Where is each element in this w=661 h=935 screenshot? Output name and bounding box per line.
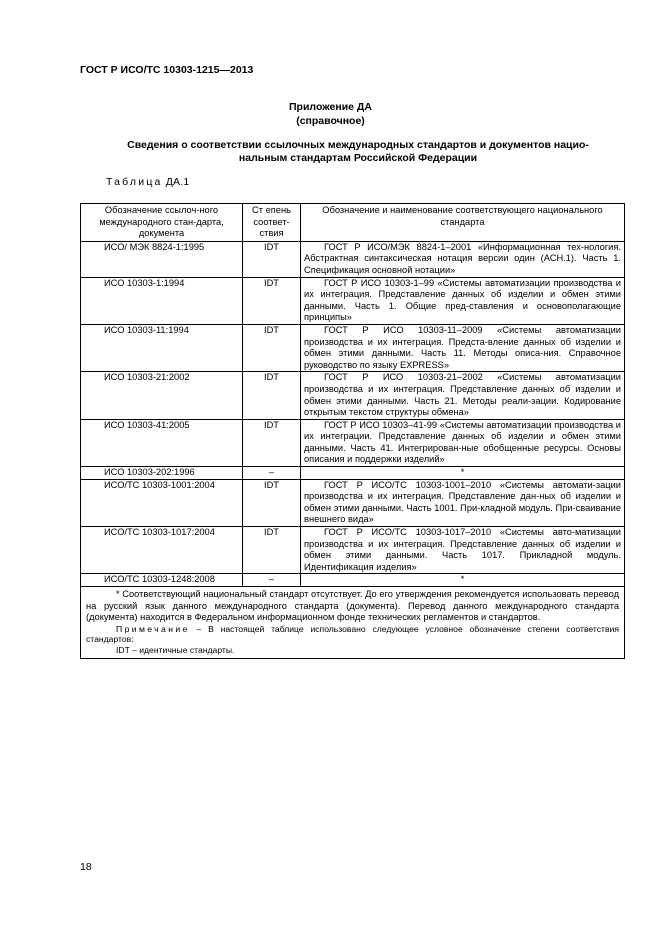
table-caption-word: Таблица xyxy=(106,176,163,188)
note-word: Примечание xyxy=(116,623,190,634)
table-row xyxy=(81,574,625,587)
cell-reference: ИСО 10303-1:1994 xyxy=(81,277,243,324)
cell-national: ГОСТ Р ИСО/ТС 10303-1017–2010 «Системы авто-матизации производства и их интеграция. Представление данных об изделии и обмен этими данными. Часть 1017. Прикладной модуль. Идентификация изделия» xyxy=(301,527,625,574)
note-paragraph xyxy=(86,624,619,645)
table-row xyxy=(81,372,625,419)
cell-reference: ИСО 10303-41:2005 xyxy=(81,419,243,466)
appendix-title: Приложение ДА xyxy=(289,101,372,113)
header-reference: Обозначение ссылоч-ного международного стан-дарта, документа xyxy=(81,204,243,242)
cell-reference: ИСО/ МЭК 8824-1:1995 xyxy=(81,241,243,277)
table-row xyxy=(81,419,625,466)
cell-national: ГОСТ Р ИСО/ТС 10303-1001–2010 «Системы автомати-зации производства и их интеграция. Представление дан-ных об изделии и обмен этими данными. Часть 1001. При-кладной модуль. При-сваивание внешнего вида» xyxy=(301,479,625,526)
table-footnote-row xyxy=(81,587,625,659)
table-caption xyxy=(106,176,189,188)
cell-degree: IDT xyxy=(243,372,301,419)
note-text: – В настоящей таблице использовано следующее условное обозначение степени соответствия стандартов: xyxy=(86,623,619,645)
cell-degree: IDT xyxy=(243,241,301,277)
cell-degree: IDT xyxy=(243,419,301,466)
table-row xyxy=(81,277,625,324)
cell-national: * xyxy=(301,574,625,587)
cell-degree: IDT xyxy=(243,479,301,526)
cell-reference: ИСО 10303-11:1994 xyxy=(81,324,243,371)
page-number: 18 xyxy=(80,861,92,873)
table-row xyxy=(81,479,625,526)
cell-degree: – xyxy=(243,467,301,480)
note-idt: IDT – идентичные стандарты. xyxy=(116,644,235,655)
document-header: ГОСТ Р ИСО/ТС 10303-1215—2013 xyxy=(80,64,254,76)
cell-national: * xyxy=(301,467,625,480)
table-row xyxy=(81,527,625,574)
cell-national: ГОСТ Р ИСО 10303-21–2002 «Системы автоматизации производства и их интеграция. Представление данных об изделии и обмен этими данными. Часть 21. Методы реали-зации. Кодирование открытым текстом структуры обмена» xyxy=(301,372,625,419)
cell-reference: ИСО 10303-202:1996 xyxy=(81,467,243,480)
table-caption-number: ДА.1 xyxy=(165,176,190,188)
cell-reference: ИСО 10303-21:2002 xyxy=(81,372,243,419)
cell-degree: – xyxy=(243,574,301,587)
cell-degree: IDT xyxy=(243,324,301,371)
cell-degree: IDT xyxy=(243,527,301,574)
cell-national: ГОСТ Р ИСО 10303-1–99 «Системы автоматизации производства и их интеграция. Представление данных об изделии и обмен этими данными. Часть 1. Общие пред-ставления и основополагающие принципы» xyxy=(301,277,625,324)
cell-reference: ИСО/ТС 10303-1017:2004 xyxy=(81,527,243,574)
table-row xyxy=(81,467,625,480)
correspondence-table xyxy=(80,203,625,659)
cell-reference: ИСО/ТС 10303-1248:2008 xyxy=(81,574,243,587)
header-national: Обозначение и наименование соответствующего национального стандарта xyxy=(301,204,625,242)
footnote-text: * Соответствующий национальный стандарт отсутствует. До его утверждения рекомендуется использовать перевод на русский язык данного международного стандарта (документа). Перевод данного международного стандарта (документа) находится в Федеральном информационном фонде технических регламентов и стандартов. xyxy=(86,589,619,623)
table-footnote-cell xyxy=(81,587,625,659)
table-row xyxy=(81,241,625,277)
appendix-caption-line1: Сведения о соответствии ссылочных международных стандартов и документов нацио- xyxy=(127,139,589,151)
cell-reference: ИСО/ТС 10303-1001:2004 xyxy=(81,479,243,526)
appendix-caption xyxy=(108,139,608,165)
appendix-caption-line2: нальным стандартам Российской Федерации xyxy=(238,152,478,164)
appendix-subtitle: (справочное) xyxy=(296,115,365,127)
table-row xyxy=(81,324,625,371)
header-degree: Ст епень соответ-ствия xyxy=(243,204,301,242)
cell-national: ГОСТ Р ИСО 10303-11–2009 «Системы автоматизации производства и их интеграция. Предста-вление данных об изделии и обмен этими данными. Часть 11. Методы описа-ния. Справочное руководство по языку EXPRESS» xyxy=(301,324,625,371)
table-header-row xyxy=(81,204,625,242)
cell-national: ГОСТ Р ИСО/МЭК 8824-1–2001 «Информационная тех-нология. Абстрактная синтаксическая нотация версии один (АСН.1). Часть 1. Спецификация основной нотации» xyxy=(301,241,625,277)
cell-national: ГОСТ Р ИСО 10303–41-99 «Системы автоматизации производства и их интеграции. Представление данных об изделии и обмен этими данными. Часть 41. Интегрирован-ные обобщенные ресурсы. Основы описания и поддержки изделий» xyxy=(301,419,625,466)
cell-degree: IDT xyxy=(243,277,301,324)
